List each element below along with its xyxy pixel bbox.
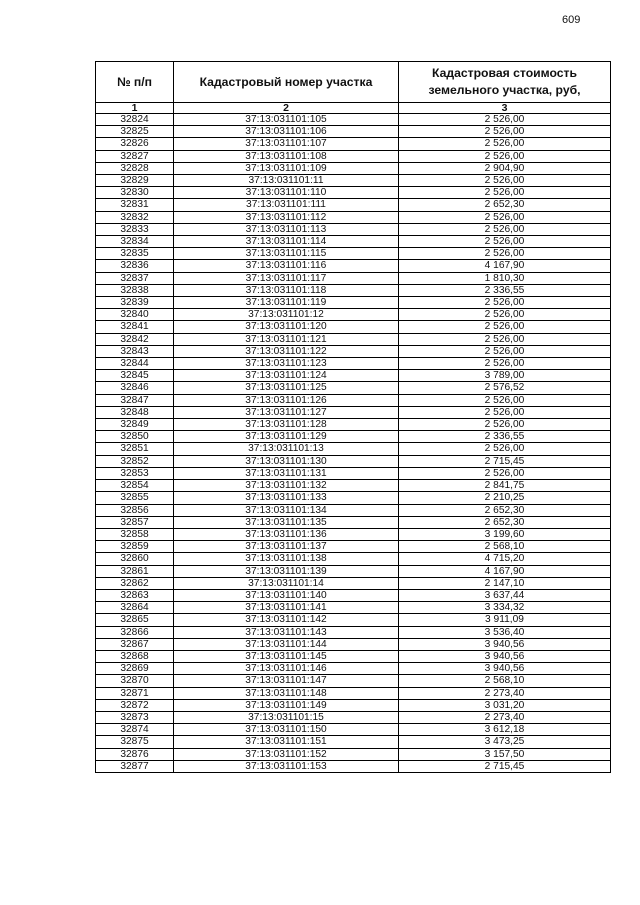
cell-row-number: 32861	[96, 565, 174, 577]
cell-cadastral-number: 37:13:031101:120	[174, 321, 399, 333]
cell-cadastral-number: 37:13:031101:111	[174, 199, 399, 211]
cell-row-number: 32826	[96, 138, 174, 150]
cell-cadastral-number: 37:13:031101:129	[174, 431, 399, 443]
cell-cadastral-value: 2 526,00	[399, 443, 611, 455]
cell-cadastral-value: 3 157,50	[399, 748, 611, 760]
cell-cadastral-value: 3 940,56	[399, 650, 611, 662]
table-row	[96, 248, 611, 260]
table-row	[96, 309, 611, 321]
table-row	[96, 589, 611, 601]
cell-cadastral-value: 3 473,25	[399, 736, 611, 748]
cell-cadastral-number: 37:13:031101:118	[174, 284, 399, 296]
cell-cadastral-value: 2 273,40	[399, 711, 611, 723]
cell-row-number: 32825	[96, 126, 174, 138]
cell-row-number: 32858	[96, 528, 174, 540]
cell-cadastral-number: 37:13:031101:114	[174, 236, 399, 248]
cell-row-number: 32863	[96, 589, 174, 601]
table-row	[96, 724, 611, 736]
table-row	[96, 394, 611, 406]
cell-row-number: 32866	[96, 626, 174, 638]
cell-row-number: 32862	[96, 577, 174, 589]
cell-row-number: 32848	[96, 406, 174, 418]
column-number-1: 1	[96, 103, 174, 114]
table-row	[96, 406, 611, 418]
cell-row-number: 32845	[96, 370, 174, 382]
cell-cadastral-number: 37:13:031101:143	[174, 626, 399, 638]
table-row	[96, 321, 611, 333]
cell-row-number: 32841	[96, 321, 174, 333]
cell-cadastral-number: 37:13:031101:13	[174, 443, 399, 455]
cell-row-number: 32831	[96, 199, 174, 211]
column-number-3: 3	[399, 103, 611, 114]
table-row	[96, 345, 611, 357]
cell-cadastral-number: 37:13:031101:150	[174, 724, 399, 736]
table-row	[96, 272, 611, 284]
cell-cadastral-value: 2 526,00	[399, 126, 611, 138]
cell-row-number: 32842	[96, 333, 174, 345]
cell-row-number: 32836	[96, 260, 174, 272]
cell-row-number: 32847	[96, 394, 174, 406]
cell-cadastral-number: 37:13:031101:128	[174, 419, 399, 431]
cadastral-value-table	[95, 61, 611, 773]
cell-cadastral-value: 2 526,00	[399, 236, 611, 248]
cell-row-number: 32874	[96, 724, 174, 736]
table-row	[96, 528, 611, 540]
cell-cadastral-value: 2 526,00	[399, 175, 611, 187]
cell-row-number: 32875	[96, 736, 174, 748]
cell-cadastral-number: 37:13:031101:113	[174, 223, 399, 235]
cell-cadastral-value: 3 612,18	[399, 724, 611, 736]
cell-cadastral-value: 2 526,00	[399, 358, 611, 370]
cell-row-number: 32868	[96, 650, 174, 662]
cell-cadastral-number: 37:13:031101:152	[174, 748, 399, 760]
cell-row-number: 32851	[96, 443, 174, 455]
cell-cadastral-value: 2 526,00	[399, 309, 611, 321]
cell-cadastral-value: 2 526,00	[399, 297, 611, 309]
page-number: 609	[562, 14, 581, 26]
cell-cadastral-number: 37:13:031101:110	[174, 187, 399, 199]
table-row	[96, 370, 611, 382]
cell-cadastral-value: 2 526,00	[399, 248, 611, 260]
cell-row-number: 32839	[96, 297, 174, 309]
table-row	[96, 736, 611, 748]
cell-cadastral-number: 37:13:031101:11	[174, 175, 399, 187]
cell-cadastral-number: 37:13:031101:106	[174, 126, 399, 138]
table-row	[96, 419, 611, 431]
cell-row-number: 32856	[96, 504, 174, 516]
cell-cadastral-number: 37:13:031101:148	[174, 687, 399, 699]
cell-cadastral-number: 37:13:031101:107	[174, 138, 399, 150]
table-row	[96, 492, 611, 504]
cell-row-number: 32832	[96, 211, 174, 223]
cell-cadastral-number: 37:13:031101:109	[174, 162, 399, 174]
table-row	[96, 284, 611, 296]
table-row	[96, 614, 611, 626]
cell-cadastral-number: 37:13:031101:126	[174, 394, 399, 406]
table-row	[96, 748, 611, 760]
table-row	[96, 114, 611, 126]
cell-row-number: 32869	[96, 663, 174, 675]
header-row-number: № п/п	[96, 62, 174, 103]
cell-cadastral-number: 37:13:031101:108	[174, 150, 399, 162]
cell-cadastral-number: 37:13:031101:15	[174, 711, 399, 723]
cell-row-number: 32837	[96, 272, 174, 284]
cell-cadastral-number: 37:13:031101:145	[174, 650, 399, 662]
cell-cadastral-number: 37:13:031101:122	[174, 345, 399, 357]
cell-cadastral-number: 37:13:031101:138	[174, 553, 399, 565]
cell-cadastral-value: 3 940,56	[399, 663, 611, 675]
header-row	[96, 62, 611, 103]
cell-row-number: 32838	[96, 284, 174, 296]
table-row	[96, 760, 611, 772]
table-row	[96, 126, 611, 138]
cell-cadastral-value: 3 789,00	[399, 370, 611, 382]
table-row	[96, 175, 611, 187]
cell-row-number: 32850	[96, 431, 174, 443]
cell-row-number: 32852	[96, 455, 174, 467]
cell-cadastral-number: 37:13:031101:115	[174, 248, 399, 260]
cell-cadastral-number: 37:13:031101:119	[174, 297, 399, 309]
table-row	[96, 455, 611, 467]
cell-row-number: 32844	[96, 358, 174, 370]
cell-row-number: 32870	[96, 675, 174, 687]
cell-cadastral-value: 2 526,00	[399, 138, 611, 150]
table-row	[96, 699, 611, 711]
table-row	[96, 553, 611, 565]
cell-row-number: 32849	[96, 419, 174, 431]
cell-cadastral-number: 37:13:031101:14	[174, 577, 399, 589]
table-row	[96, 577, 611, 589]
table-row	[96, 638, 611, 650]
cell-cadastral-value: 2 526,00	[399, 467, 611, 479]
cell-row-number: 32854	[96, 480, 174, 492]
table-body	[96, 114, 611, 773]
cell-cadastral-value: 2 526,00	[399, 187, 611, 199]
cell-cadastral-number: 37:13:031101:105	[174, 114, 399, 126]
cell-cadastral-value: 2 526,00	[399, 150, 611, 162]
cell-row-number: 32876	[96, 748, 174, 760]
table-row	[96, 223, 611, 235]
cell-cadastral-value: 2 526,00	[399, 114, 611, 126]
table-row	[96, 333, 611, 345]
cell-cadastral-number: 37:13:031101:136	[174, 528, 399, 540]
cell-cadastral-value: 2 147,10	[399, 577, 611, 589]
cell-cadastral-number: 37:13:031101:142	[174, 614, 399, 626]
table-row	[96, 199, 611, 211]
table-row	[96, 480, 611, 492]
cell-cadastral-number: 37:13:031101:12	[174, 309, 399, 321]
cell-row-number: 32860	[96, 553, 174, 565]
cell-cadastral-value: 4 167,90	[399, 565, 611, 577]
cell-cadastral-value: 2 904,90	[399, 162, 611, 174]
cell-cadastral-value: 2 526,00	[399, 333, 611, 345]
table-row	[96, 162, 611, 174]
cell-cadastral-value: 2 526,00	[399, 211, 611, 223]
cell-cadastral-number: 37:13:031101:124	[174, 370, 399, 382]
table-row	[96, 541, 611, 553]
cell-cadastral-value: 2 568,10	[399, 541, 611, 553]
cell-cadastral-value: 2 715,45	[399, 455, 611, 467]
cell-row-number: 32827	[96, 150, 174, 162]
cell-cadastral-value: 2 652,30	[399, 504, 611, 516]
cell-cadastral-number: 37:13:031101:135	[174, 516, 399, 528]
table-row	[96, 663, 611, 675]
cell-row-number: 32867	[96, 638, 174, 650]
cell-row-number: 32873	[96, 711, 174, 723]
cell-cadastral-value: 2 210,25	[399, 492, 611, 504]
cell-cadastral-value: 2 336,55	[399, 284, 611, 296]
cell-cadastral-value: 2 568,10	[399, 675, 611, 687]
cell-row-number: 32830	[96, 187, 174, 199]
table-row	[96, 187, 611, 199]
cell-cadastral-number: 37:13:031101:137	[174, 541, 399, 553]
cell-cadastral-number: 37:13:031101:139	[174, 565, 399, 577]
cell-cadastral-number: 37:13:031101:149	[174, 699, 399, 711]
cell-row-number: 32877	[96, 760, 174, 772]
cell-cadastral-value: 3 536,40	[399, 626, 611, 638]
cell-row-number: 32853	[96, 467, 174, 479]
cell-cadastral-value: 3 940,56	[399, 638, 611, 650]
cell-cadastral-value: 2 526,00	[399, 394, 611, 406]
table-row	[96, 711, 611, 723]
cell-cadastral-number: 37:13:031101:131	[174, 467, 399, 479]
table-row	[96, 516, 611, 528]
cell-row-number: 32824	[96, 114, 174, 126]
table-row	[96, 565, 611, 577]
cell-cadastral-number: 37:13:031101:153	[174, 760, 399, 772]
cell-row-number: 32834	[96, 236, 174, 248]
cell-cadastral-value: 3 911,09	[399, 614, 611, 626]
table-row	[96, 150, 611, 162]
cell-cadastral-value: 2 841,75	[399, 480, 611, 492]
cell-cadastral-value: 2 273,40	[399, 687, 611, 699]
cell-cadastral-value: 3 637,44	[399, 589, 611, 601]
table-row	[96, 467, 611, 479]
table-row	[96, 297, 611, 309]
cell-cadastral-value: 2 526,00	[399, 419, 611, 431]
cell-row-number: 32829	[96, 175, 174, 187]
cell-cadastral-value: 4 715,20	[399, 553, 611, 565]
cell-cadastral-number: 37:13:031101:133	[174, 492, 399, 504]
cell-cadastral-number: 37:13:031101:141	[174, 602, 399, 614]
cell-cadastral-number: 37:13:031101:117	[174, 272, 399, 284]
column-number-2: 2	[174, 103, 399, 114]
table-row	[96, 431, 611, 443]
table-row	[96, 358, 611, 370]
cell-cadastral-value: 3 334,32	[399, 602, 611, 614]
table-row	[96, 211, 611, 223]
table-row	[96, 443, 611, 455]
table-row	[96, 626, 611, 638]
header-cadastral-number: Кадастровый номер участка	[174, 62, 399, 103]
cell-cadastral-value: 2 336,55	[399, 431, 611, 443]
cell-cadastral-number: 37:13:031101:140	[174, 589, 399, 601]
table-row	[96, 675, 611, 687]
cell-cadastral-value: 2 526,00	[399, 345, 611, 357]
cell-row-number: 32828	[96, 162, 174, 174]
cell-cadastral-value: 2 652,30	[399, 199, 611, 211]
cell-cadastral-value: 2 526,00	[399, 223, 611, 235]
cell-cadastral-value: 1 810,30	[399, 272, 611, 284]
cell-cadastral-number: 37:13:031101:116	[174, 260, 399, 272]
cell-row-number: 32871	[96, 687, 174, 699]
cell-cadastral-number: 37:13:031101:134	[174, 504, 399, 516]
cell-row-number: 32846	[96, 382, 174, 394]
cell-cadastral-value: 4 167,90	[399, 260, 611, 272]
cell-cadastral-value: 2 526,00	[399, 406, 611, 418]
cell-row-number: 32833	[96, 223, 174, 235]
cell-cadastral-number: 37:13:031101:112	[174, 211, 399, 223]
cell-cadastral-value: 2 526,00	[399, 321, 611, 333]
table-row	[96, 382, 611, 394]
cell-row-number: 32855	[96, 492, 174, 504]
table-row	[96, 138, 611, 150]
cell-cadastral-number: 37:13:031101:123	[174, 358, 399, 370]
cell-row-number: 32835	[96, 248, 174, 260]
cell-row-number: 32864	[96, 602, 174, 614]
cell-cadastral-number: 37:13:031101:146	[174, 663, 399, 675]
table-row	[96, 650, 611, 662]
cell-cadastral-value: 2 715,45	[399, 760, 611, 772]
cell-cadastral-value: 3 199,60	[399, 528, 611, 540]
cell-cadastral-number: 37:13:031101:132	[174, 480, 399, 492]
cell-cadastral-value: 2 576,52	[399, 382, 611, 394]
cell-cadastral-number: 37:13:031101:127	[174, 406, 399, 418]
cell-cadastral-number: 37:13:031101:144	[174, 638, 399, 650]
cell-row-number: 32843	[96, 345, 174, 357]
cell-row-number: 32865	[96, 614, 174, 626]
cell-cadastral-number: 37:13:031101:130	[174, 455, 399, 467]
table-row	[96, 504, 611, 516]
table-row	[96, 602, 611, 614]
cell-row-number: 32840	[96, 309, 174, 321]
cell-row-number: 32857	[96, 516, 174, 528]
table-row	[96, 687, 611, 699]
cell-cadastral-number: 37:13:031101:125	[174, 382, 399, 394]
table-row	[96, 236, 611, 248]
cell-cadastral-value: 3 031,20	[399, 699, 611, 711]
header-cadastral-value: Кадастровая стоимость земельного участка, руб,	[399, 62, 611, 103]
table-row	[96, 260, 611, 272]
cell-row-number: 32859	[96, 541, 174, 553]
column-number-row	[96, 103, 611, 114]
cell-cadastral-value: 2 652,30	[399, 516, 611, 528]
cell-cadastral-number: 37:13:031101:151	[174, 736, 399, 748]
cell-row-number: 32872	[96, 699, 174, 711]
cell-cadastral-number: 37:13:031101:147	[174, 675, 399, 687]
cell-cadastral-number: 37:13:031101:121	[174, 333, 399, 345]
